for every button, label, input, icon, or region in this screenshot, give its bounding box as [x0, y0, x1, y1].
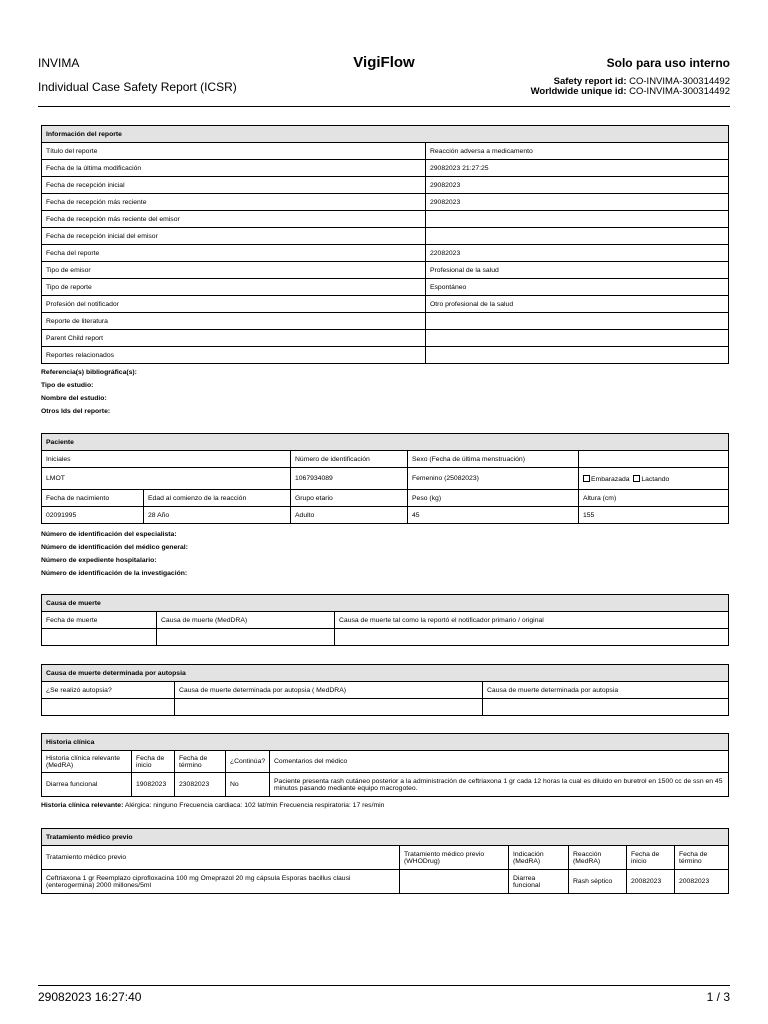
- field-value: Espontáneo: [426, 279, 729, 296]
- start-date-value: 19082023: [132, 773, 175, 797]
- empty-cell: [42, 699, 175, 716]
- autopsy-done-header: ¿Se realizó autopsia?: [42, 682, 175, 699]
- section-title: Paciente: [42, 434, 729, 451]
- autopsy-meddra-header: Causa de muerte determinada por autopsia ( MedDRA): [175, 682, 483, 699]
- section-title: Historia clínica: [42, 734, 729, 751]
- field-label: Fecha del reporte: [42, 245, 426, 262]
- continues-header: ¿Continúa?: [226, 751, 270, 773]
- treatment-end-value: 20082023: [675, 870, 729, 894]
- treatment-start-value: 20082023: [627, 870, 675, 894]
- birth-value: 02091995: [42, 507, 144, 524]
- field-label: Profesión del notificador: [42, 296, 426, 313]
- weight-value: 45: [408, 507, 579, 524]
- worldwide-id-value: CO-INVIMA-300314492: [629, 86, 730, 97]
- pregnancy-status: [579, 468, 729, 490]
- note-line: Número de expediente hospitalario:: [41, 557, 157, 564]
- report-notes: [41, 366, 137, 418]
- end-date-value: 23082023: [175, 773, 226, 797]
- worldwide-id-label: Worldwide unique id:: [530, 86, 627, 97]
- field-value: [426, 347, 729, 364]
- indication-value: Diarrea funcional: [509, 870, 569, 894]
- note-line: Número de identificación de la investigación:: [41, 570, 188, 577]
- comments-value: Paciente presenta rash cutáneo posterior a la administración de ceftriaxona 1 gr cada 12 horas la cual es diluido en buretrol en 1500 cc de ssn en 45 minutos pasando mediante equipo macrogoteo.: [270, 773, 729, 797]
- treatment-value: Ceftriaxona 1 gr Reemplazo ciprofloxacina 100 mg Omeprazol 20 mg cápsula Esporas bacillus clausi (enterogermina) 2000 millones/5ml: [42, 870, 400, 894]
- note-line: Tipo de estudio:: [41, 382, 94, 389]
- app-title: VigiFlow: [353, 54, 415, 71]
- empty-cell: [335, 629, 729, 646]
- field-label: Fecha de la última modificación: [42, 160, 426, 177]
- treatment-end-header: Fecha de término: [675, 846, 729, 870]
- group-header: Grupo etario: [291, 490, 408, 507]
- clinical-history-table: [41, 733, 729, 797]
- death-date-header: Fecha de muerte: [42, 612, 157, 629]
- weight-header: Peso (kg): [408, 490, 579, 507]
- section-title: Información del reporte: [42, 126, 729, 143]
- pregnant-checkbox[interactable]: [583, 475, 590, 482]
- continues-value: No: [226, 773, 270, 797]
- sex-header: Sexo (Fecha de última menstruación): [408, 451, 579, 468]
- whodrug-value: [400, 870, 509, 894]
- lactating-checkbox[interactable]: [633, 475, 640, 482]
- field-label: Reporte de literatura: [42, 313, 426, 330]
- safety-id-label: Safety report id:: [553, 76, 627, 87]
- field-label: Fecha de recepción inicial: [42, 177, 426, 194]
- internal-use-label: Solo para uso interno: [606, 56, 730, 70]
- report-header: [38, 52, 730, 102]
- autopsy-table: [41, 664, 729, 716]
- field-value: 29082023 21:27:25: [426, 160, 729, 177]
- id-value: 1067934089: [291, 468, 408, 490]
- section-title: Causa de muerte: [42, 595, 729, 612]
- death-reported-header: Causa de muerte tal como la reportó el notificador primario / original: [335, 612, 729, 629]
- field-value: [426, 330, 729, 347]
- initials-header: Iniciales: [42, 451, 291, 468]
- field-label: Título del reporte: [42, 143, 426, 160]
- page-footer: [38, 990, 730, 1004]
- whodrug-header: Tratamiento médico previo (WHODrug): [400, 846, 509, 870]
- field-value: [426, 211, 729, 228]
- history-note-label: Historia clínica relevante:: [41, 802, 124, 809]
- section-title: Causa de muerte determinada por autopsia: [42, 665, 729, 682]
- field-label: Tipo de reporte: [42, 279, 426, 296]
- org-name: INVIMA: [38, 56, 80, 70]
- initials-value: LMOT: [42, 468, 291, 490]
- field-value: Otro profesional de la salud: [426, 296, 729, 313]
- field-value: 29082023: [426, 194, 729, 211]
- report-ids: [531, 77, 730, 97]
- field-label: Tipo de emisor: [42, 262, 426, 279]
- patient-table: [41, 433, 729, 524]
- lactating-label: Lactando: [641, 475, 670, 483]
- comments-header: Comentarios del médico: [270, 751, 729, 773]
- birth-header: Fecha de nacimiento: [42, 490, 144, 507]
- note-line: Otros Ids del reporte:: [41, 408, 111, 415]
- field-value: [426, 228, 729, 245]
- death-meddra-header: Causa de muerte (MedDRA): [157, 612, 335, 629]
- field-label: Parent Child report: [42, 330, 426, 347]
- footer-divider: [38, 985, 730, 986]
- field-value: 29082023: [426, 177, 729, 194]
- group-value: Adulto: [291, 507, 408, 524]
- death-cause-table: [41, 594, 729, 646]
- field-label: Fecha de recepción más reciente: [42, 194, 426, 211]
- height-header: Altura (cm): [579, 490, 729, 507]
- empty-cell: [483, 699, 729, 716]
- id-header: Número de identificación: [291, 451, 408, 468]
- header-divider: [38, 106, 730, 107]
- note-line: Nombre del estudio:: [41, 395, 107, 402]
- pregnant-label: Embarazada: [591, 475, 630, 483]
- report-info-table: [41, 125, 729, 364]
- empty-cell: [157, 629, 335, 646]
- patient-notes: [41, 528, 188, 580]
- treatment-start-header: Fecha de inicio: [627, 846, 675, 870]
- section-title: Tratamiento médico previo: [42, 829, 729, 846]
- field-value: Profesional de la salud: [426, 262, 729, 279]
- history-note: [41, 802, 384, 809]
- empty-cell: [42, 629, 157, 646]
- field-label: Reportes relacionados: [42, 347, 426, 364]
- empty-cell: [579, 451, 729, 468]
- reaction-header: Reacción (MedRA): [569, 846, 627, 870]
- start-date-header: Fecha de inicio: [132, 751, 175, 773]
- age-header: Edad al comienzo de la reacción: [144, 490, 291, 507]
- relevant-history-value: Diarrea funcional: [42, 773, 132, 797]
- note-line: Número de identificación del especialista:: [41, 531, 177, 538]
- end-date-header: Fecha de término: [175, 751, 226, 773]
- autopsy-cause-header: Causa de muerte determinada por autopsia: [483, 682, 729, 699]
- field-value: [426, 313, 729, 330]
- field-value: 22082023: [426, 245, 729, 262]
- indication-header: Indicación (MedRA): [509, 846, 569, 870]
- prev-treatment-table: [41, 828, 729, 894]
- field-label: Fecha de recepción inicial del emisor: [42, 228, 426, 245]
- empty-cell: [175, 699, 483, 716]
- safety-id-value: CO-INVIMA-300314492: [629, 76, 730, 87]
- reaction-value: Rash séptico: [569, 870, 627, 894]
- age-value: 28 Año: [144, 507, 291, 524]
- sex-value: Femenino (25082023): [408, 468, 579, 490]
- field-value: Reacción adversa a medicamento: [426, 143, 729, 160]
- note-line: Número de identificación del médico general:: [41, 544, 188, 551]
- treatment-header: Tratamiento médico previo: [42, 846, 400, 870]
- history-note-text: Alérgica: ninguno Frecuencia cardiaca: 102 lat/min Frecuencia respiratoria: 17 res/min: [124, 802, 385, 809]
- page-number: 1 / 3: [706, 990, 730, 1004]
- report-subtitle: Individual Case Safety Report (ICSR): [38, 80, 237, 94]
- print-timestamp: 29082023 16:27:40: [38, 990, 142, 1004]
- height-value: 155: [579, 507, 729, 524]
- note-line: Referencia(s) bibliográfica(s):: [41, 369, 137, 376]
- field-label: Fecha de recepción más reciente del emisor: [42, 211, 426, 228]
- relevant-history-header: Historia clínica relevante (MedRA): [42, 751, 132, 773]
